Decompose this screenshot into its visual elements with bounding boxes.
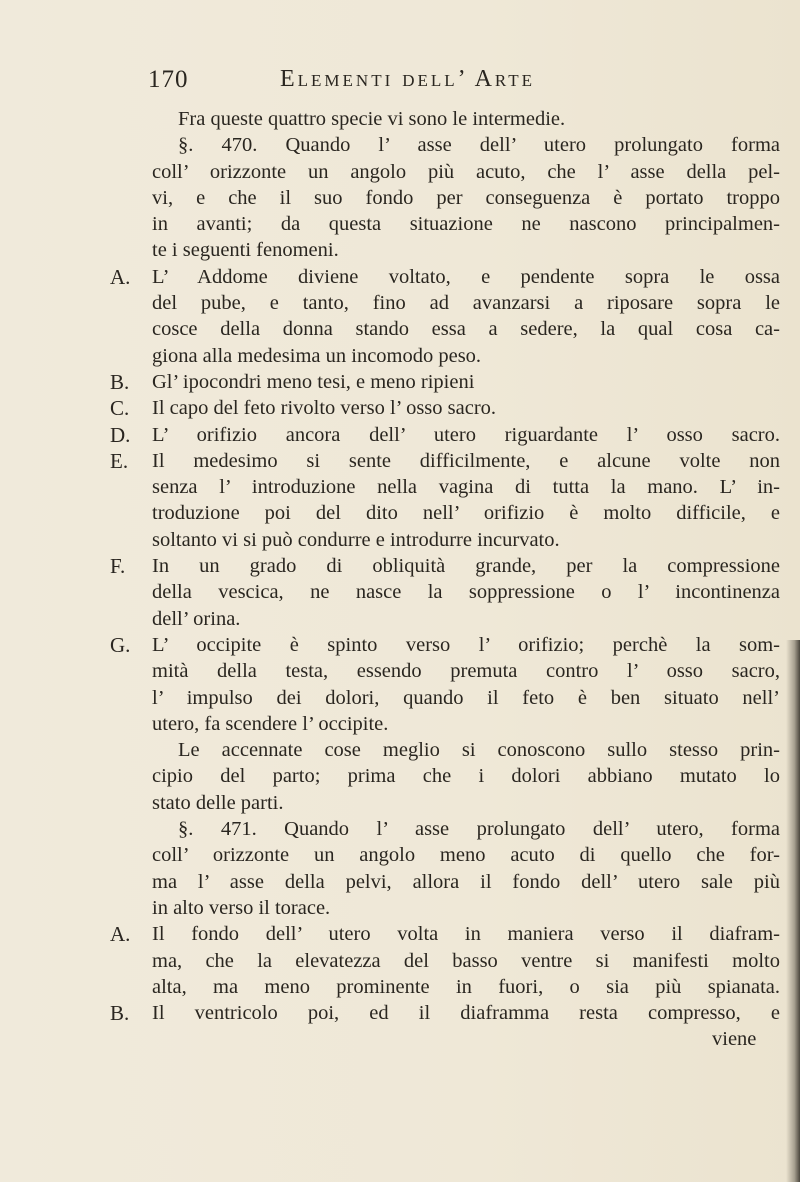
line-text: cipio del parto; prima che i dolori abbiano mutato lo [152,765,780,788]
line-text: Il capo del feto rivolto verso l’ osso sacro. [152,397,497,420]
text-line [110,895,786,921]
line-text: ma l’ asse della pelvi, allora il fondo dell’ utero sale più [152,870,780,893]
paragraph-marker: E. [110,448,129,473]
line-text: vi, e che il suo fondo per conseguenza è portato troppo [152,186,780,209]
text-line [110,474,786,500]
text-line [110,737,786,763]
text-line [110,685,786,711]
line-text: in alto verso il torace. [152,896,331,919]
text-line [110,448,786,474]
line-text: viene [712,1028,757,1051]
text-line [110,606,786,632]
line-text: stato delle parti. [152,791,284,814]
line-text: te i seguenti fenomeni. [152,239,339,262]
text-line [110,422,786,448]
line-text: cosce della donna stando essa a sedere, la qual cosa ca- [152,318,780,341]
paragraph-marker: F. [110,554,126,579]
running-title: Elementi dell’ Arte [280,66,535,92]
text-line [110,500,786,526]
text-line [110,132,786,158]
line-text: §. 471. Quando l’ asse prolungato dell’ utero, forma [178,818,780,841]
text-line [110,211,786,237]
text-line [110,237,786,263]
paragraph-marker: B. [110,1001,130,1026]
text-line [110,343,786,369]
line-text: §. 470. Quando l’ asse dell’ utero prolungato forma [178,134,780,157]
text-line [110,395,786,421]
text-line [110,527,786,553]
text-line [110,948,786,974]
text-line [110,106,786,132]
line-text: utero, fa scendere l’ occipite. [152,712,389,735]
paragraph-marker: G. [110,632,131,657]
text-line [110,658,786,684]
text-line [110,159,786,185]
body-text [110,106,786,1053]
line-text: Fra queste quattro specie vi sono le intermedie. [178,108,566,130]
text-line [110,290,786,316]
text-line [110,763,786,789]
text-line [110,369,786,395]
text-line [110,711,786,737]
line-text: dell’ orina. [152,607,241,630]
line-text: L’ occipite è spinto verso l’ orifizio; perchè la som- [152,633,780,656]
text-line [110,1026,786,1052]
line-text: della vescica, ne nasce la soppressione o l’ incontinenza [152,581,780,604]
line-text: Il ventricolo poi, ed il diaframma resta compresso, e [152,1002,780,1025]
text-line [110,974,786,1000]
text-line [110,185,786,211]
line-text: L’ orifizio ancora dell’ utero riguardante l’ osso sacro. [152,423,780,446]
text-line [110,1000,786,1026]
line-text: troduzione poi del dito nell’ orifizio è molto difficile, e [152,502,780,525]
text-line [110,553,786,579]
line-text: del pube, e tanto, fino ad avanzarsi a riposare sopra le [152,292,780,315]
page-header [148,66,788,98]
text-line [110,790,786,816]
line-text: L’ Addome diviene voltato, e pendente sopra le ossa [152,265,780,288]
line-text: l’ impulso dei dolori, quando il feto è ben situato nell’ [152,686,780,709]
text-line [110,632,786,658]
text-line [110,921,786,947]
line-text: alta, ma meno prominente in fuori, o sia più spianata. [152,975,780,998]
text-line [110,264,786,290]
line-text: In un grado di obliquità grande, per la compressione [152,555,780,578]
page-edge-shadow [786,640,800,1182]
line-text: senza l’ introduzione nella vagina di tutta la mano. L’ in- [152,476,780,499]
line-text: Gl’ ipocondri meno tesi, e meno ripieni [152,370,475,393]
paragraph-marker: B. [110,369,130,394]
text-line [110,316,786,342]
paragraph-marker: D. [110,422,131,447]
line-text: soltanto vi si può condurre e introdurre incurvato. [152,528,560,551]
page-number: 170 [148,66,189,93]
paragraph-marker: C. [110,396,130,421]
line-text: Le accennate cose meglio si conoscono sullo stesso prin- [178,739,780,762]
text-line [110,579,786,605]
line-text: in avanti; da questa situazione ne nascono principalmen- [152,213,780,236]
line-text: coll’ orizzonte un angolo più acuto, che l’ asse della pel- [152,160,780,183]
line-text: ma, che la elevatezza del basso ventre si manifesti molto [152,949,780,972]
text-line [110,869,786,895]
line-text: mità della testa, essendo premuta contro l’ osso sacro, [152,660,780,683]
text-line [110,816,786,842]
line-text: Il medesimo si sente difficilmente, e alcune volte non [152,449,780,472]
line-text: coll’ orizzonte un angolo meno acuto di quello che for- [152,844,780,867]
paragraph-marker: A. [110,264,131,289]
line-text: Il fondo dell’ utero volta in maniera verso il diafram- [152,923,780,946]
paragraph-marker: A. [110,922,131,947]
line-text: giona alla medesima un incomodo peso. [152,344,482,367]
text-line [110,842,786,868]
